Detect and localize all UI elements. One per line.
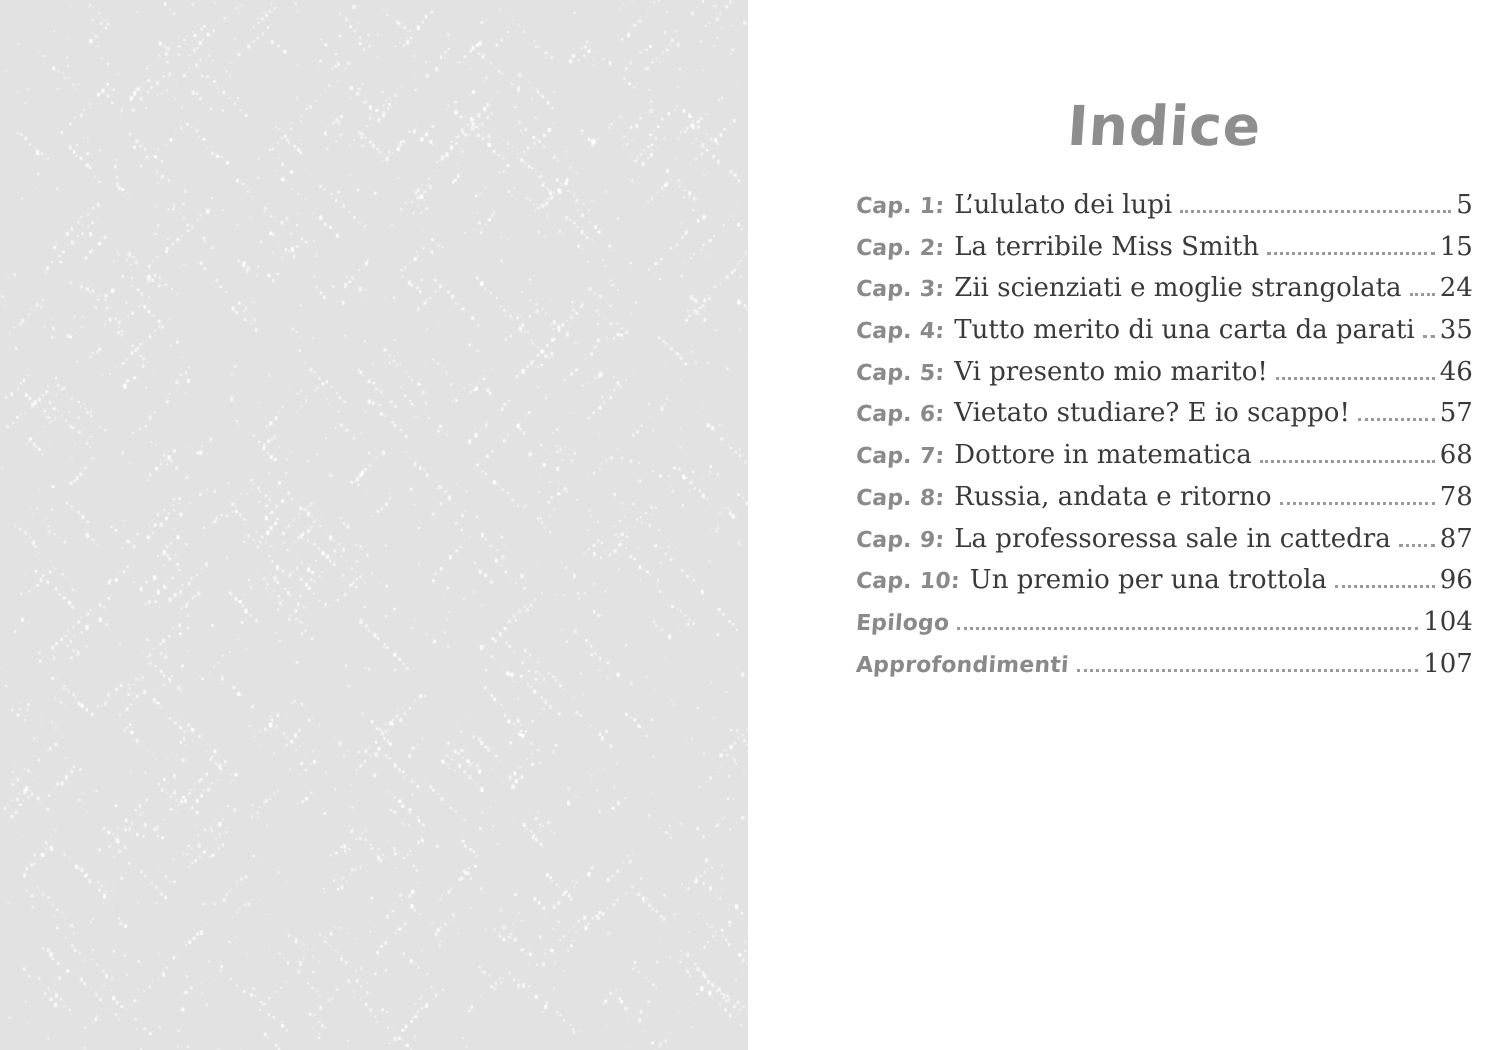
toc-entry bbox=[856, 430, 1473, 472]
page-number: 78 bbox=[1439, 481, 1473, 512]
toc-entry bbox=[856, 472, 1473, 514]
toc-entry bbox=[856, 222, 1473, 264]
chapter-title: Zii scienziati e moglie strangolata bbox=[954, 273, 1402, 304]
dot-leader bbox=[1260, 430, 1435, 463]
chapter-title: Vi presento mio marito! bbox=[954, 356, 1268, 387]
page-number: 96 bbox=[1439, 565, 1473, 596]
toc-entry bbox=[856, 180, 1473, 222]
chapter-label: Cap. 2: bbox=[855, 235, 946, 261]
dot-leader bbox=[1280, 472, 1435, 505]
table-of-contents bbox=[856, 180, 1473, 680]
page-number: 5 bbox=[1456, 190, 1473, 220]
page-number: 35 bbox=[1439, 315, 1473, 346]
dot-leader bbox=[1358, 388, 1435, 421]
toc-entry bbox=[856, 639, 1473, 681]
page-number: 46 bbox=[1439, 356, 1473, 387]
toc-entry bbox=[856, 347, 1473, 389]
page-number: 104 bbox=[1423, 606, 1473, 637]
page-texture bbox=[0, 0, 748, 1050]
dot-leader bbox=[1399, 514, 1435, 547]
dot-leader bbox=[1423, 305, 1435, 338]
chapter-label: Approfondimenti bbox=[855, 652, 1070, 678]
chapter-title: Tutto merito di una carta da parati bbox=[954, 315, 1415, 346]
right-page bbox=[748, 0, 1500, 1050]
chapter-title: La professoressa sale in cattedra bbox=[954, 523, 1391, 554]
dot-leader bbox=[1276, 347, 1435, 380]
chapter-label: Cap. 7: bbox=[855, 444, 946, 470]
chapter-title: L’ululato dei lupi bbox=[954, 190, 1173, 220]
chapter-label: Cap. 3: bbox=[855, 277, 946, 303]
dot-leader bbox=[1267, 222, 1435, 255]
chapter-title: Vietato studiare? E io scappo! bbox=[954, 398, 1350, 429]
chapter-label: Cap. 9: bbox=[855, 527, 946, 553]
toc-entry bbox=[856, 555, 1473, 597]
page-number: 107 bbox=[1423, 648, 1473, 679]
dot-leader bbox=[957, 597, 1418, 630]
dot-leader bbox=[1077, 639, 1419, 672]
toc-entry bbox=[856, 263, 1473, 305]
dot-leader bbox=[1335, 555, 1435, 588]
chapter-title: Russia, andata e ritorno bbox=[954, 481, 1272, 512]
dot-leader bbox=[1180, 180, 1451, 213]
page-number: 57 bbox=[1439, 398, 1473, 429]
toc-entry bbox=[856, 514, 1473, 556]
page-number: 24 bbox=[1439, 273, 1473, 304]
dot-leader bbox=[1410, 263, 1435, 296]
chapter-label: Cap. 4: bbox=[855, 319, 946, 345]
left-page bbox=[0, 0, 748, 1050]
chapter-label: Cap. 6: bbox=[855, 402, 946, 428]
page-number: 68 bbox=[1439, 440, 1473, 471]
toc-entry bbox=[856, 388, 1473, 430]
chapter-label: Cap. 10: bbox=[855, 569, 961, 595]
chapter-title: La terribile Miss Smith bbox=[954, 231, 1260, 262]
toc-entry bbox=[856, 305, 1473, 347]
chapter-label: Epilogo bbox=[855, 610, 951, 636]
page-number: 87 bbox=[1439, 523, 1473, 554]
chapter-title: Dottore in matematica bbox=[954, 440, 1252, 471]
page-number: 15 bbox=[1439, 231, 1473, 262]
page-title: Indice bbox=[1065, 94, 1264, 158]
toc-entry bbox=[856, 597, 1473, 639]
chapter-title: Un premio per una trottola bbox=[969, 565, 1327, 596]
chapter-label: Cap. 8: bbox=[855, 485, 946, 511]
chapter-label: Cap. 5: bbox=[855, 360, 946, 386]
chapter-label: Cap. 1: bbox=[855, 194, 946, 219]
